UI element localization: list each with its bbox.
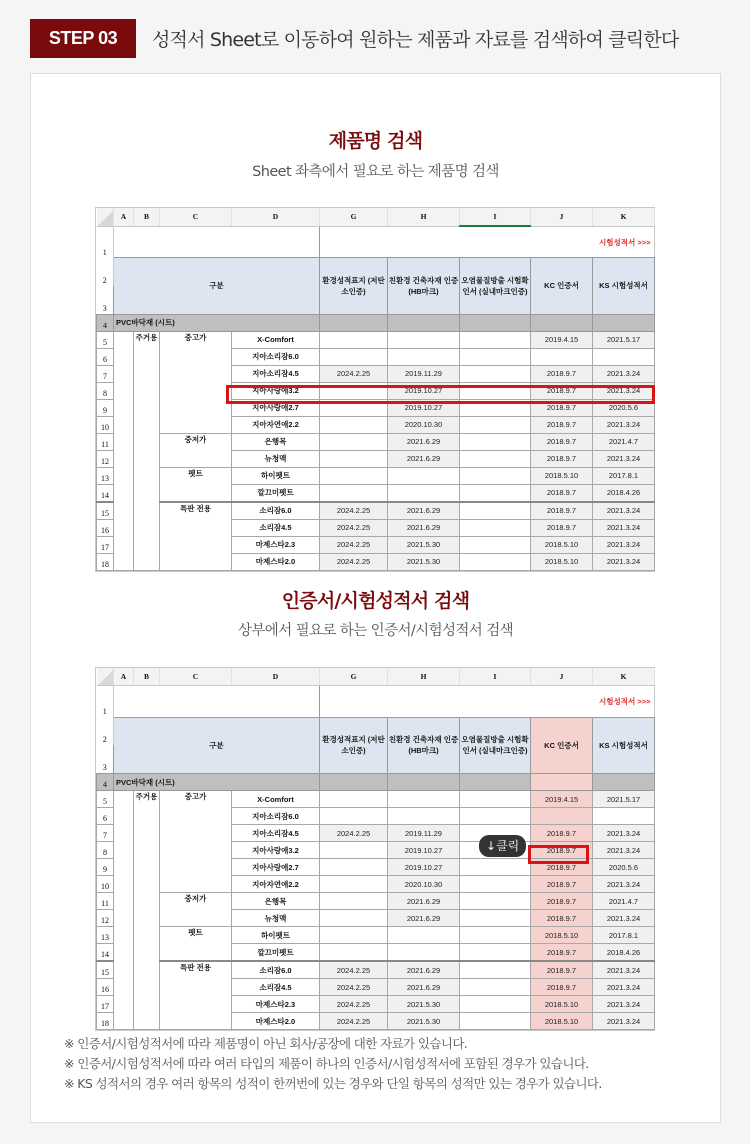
test-report-link[interactable]: 시험성적서 >>> <box>320 686 655 718</box>
cell-i <box>460 791 531 808</box>
price-group: 펫트 <box>160 467 232 502</box>
cell-j[interactable]: 2018.9.7 <box>531 893 593 910</box>
row-number[interactable]: 15 <box>97 502 114 520</box>
cell-h[interactable]: 2021.6.29 <box>388 893 460 910</box>
cell-g[interactable]: 2024.2.25 <box>320 553 388 570</box>
cell-j[interactable]: 2018.9.7 <box>531 842 593 859</box>
cell-j <box>531 808 593 825</box>
notes <box>64 1034 602 1094</box>
cell-g <box>320 927 388 944</box>
cell-k[interactable]: 2021.3.24 <box>593 979 655 996</box>
product-name-cell[interactable]: 지아자연애2.2 <box>232 416 320 433</box>
column-header-h[interactable]: H <box>388 668 460 686</box>
product-name-cell[interactable]: 마제스타2.3 <box>232 536 320 553</box>
column-header-a[interactable]: A <box>114 668 134 686</box>
column-header-b[interactable]: B <box>134 208 160 226</box>
row-number[interactable]: 14 <box>97 484 114 502</box>
cell-j[interactable]: 2018.9.7 <box>531 910 593 927</box>
cell-i <box>460 859 531 876</box>
row-number[interactable]: 6 <box>97 808 114 825</box>
row-number[interactable]: 4 <box>97 314 114 331</box>
product-name-cell[interactable]: 소리잠4.5 <box>232 519 320 536</box>
cell-i <box>460 433 531 450</box>
product-name-cell[interactable]: 마제스타2.3 <box>232 996 320 1013</box>
row-number[interactable]: 5 <box>97 791 114 808</box>
row-number[interactable]: 9 <box>97 859 114 876</box>
product-name-cell[interactable]: 하이펫트 <box>232 467 320 484</box>
section-title-product: 제품명 검색 <box>328 130 423 152</box>
cell-k[interactable]: 2021.3.24 <box>593 961 655 979</box>
cell-j[interactable]: 2018.9.7 <box>531 502 593 520</box>
cell-i <box>460 927 531 944</box>
cell-g <box>320 399 388 416</box>
cell-j[interactable]: 2018.5.10 <box>531 553 593 570</box>
cell-i <box>460 382 531 399</box>
product-name-cell[interactable]: X-Comfort <box>232 791 320 808</box>
row-number[interactable]: 3 <box>97 745 114 774</box>
cell-g[interactable]: 2024.2.25 <box>320 825 388 842</box>
column-header-d[interactable]: D <box>232 208 320 226</box>
product-name-cell[interactable]: 은행목 <box>232 893 320 910</box>
cell-g <box>320 859 388 876</box>
product-name-cell[interactable]: 지아사랑애2.7 <box>232 399 320 416</box>
cell-i <box>460 944 531 962</box>
category-residential: 주거용 <box>134 791 160 1030</box>
column-header-g[interactable]: G <box>320 668 388 686</box>
cell-g <box>320 484 388 502</box>
cell-k[interactable]: 2021.3.24 <box>593 519 655 536</box>
cell-k[interactable]: 2021.3.24 <box>593 996 655 1013</box>
cell-i <box>460 450 531 467</box>
product-name-cell[interactable]: 마제스타2.0 <box>232 553 320 570</box>
column-header-i[interactable]: I <box>460 668 531 686</box>
step-title: 성적서 Sheet로 이동하여 원하는 제품과 자료를 검색하여 클릭한다 <box>152 29 679 51</box>
spreadsheet-product-search <box>95 207 655 572</box>
cell-i <box>460 1013 531 1030</box>
cell-i <box>460 519 531 536</box>
note-1: ※ 인증서/시험성적서에 따라 제품명이 아닌 회사/공장에 대한 자료가 있습니다. <box>64 1036 468 1051</box>
section-row-label: PVC바닥재 (시트) <box>114 774 320 791</box>
section-subtitle-product: Sheet 좌측에서 필요로 하는 제품명 검색 <box>252 164 499 180</box>
cell-h[interactable]: 2021.6.29 <box>388 979 460 996</box>
header-hb-mark[interactable]: 친환경 건축자재 인증 (HB마크) <box>388 258 460 315</box>
section-row-label: PVC바닥재 (시트) <box>114 314 320 331</box>
cell-h[interactable]: 2019.10.27 <box>388 399 460 416</box>
row-number[interactable]: 12 <box>97 450 114 467</box>
cell-i <box>460 365 531 382</box>
column-header-a[interactable]: A <box>114 208 134 226</box>
price-group: 중저가 <box>160 433 232 467</box>
cell-k[interactable]: 2018.4.26 <box>593 484 655 502</box>
row-number[interactable]: 11 <box>97 433 114 450</box>
cell-i <box>460 467 531 484</box>
product-name-cell[interactable]: 지아소리잠6.0 <box>232 348 320 365</box>
price-group: 펫트 <box>160 927 232 962</box>
cell-h[interactable]: 2021.6.29 <box>388 519 460 536</box>
test-report-link[interactable]: 시험성적서 >>> <box>320 226 655 258</box>
row-number[interactable]: 8 <box>97 382 114 399</box>
cell-i <box>460 808 531 825</box>
cell-h <box>388 348 460 365</box>
cell-k[interactable]: 2021.3.24 <box>593 365 655 382</box>
header-kc-cert[interactable]: KC 인증서 <box>531 258 593 315</box>
cell-k[interactable]: 2017.8.1 <box>593 927 655 944</box>
product-name-cell[interactable]: 지아사랑애2.7 <box>232 859 320 876</box>
cell-g <box>320 876 388 893</box>
header-kc-cert[interactable]: KC 인증서 <box>531 717 593 774</box>
product-name-cell[interactable]: 소리잠6.0 <box>232 502 320 520</box>
cell-i <box>460 416 531 433</box>
cell-i <box>460 536 531 553</box>
cell-h <box>388 927 460 944</box>
cell-k[interactable]: 2017.8.1 <box>593 467 655 484</box>
product-name-cell[interactable]: 하이펫트 <box>232 927 320 944</box>
product-name-cell[interactable]: 깔끄미펫트 <box>232 484 320 502</box>
note-3: ※ KS 성적서의 경우 여러 항목의 성적이 한꺼번에 있는 경우와 단일 항목의 성적만 있는 경우가 있습니다. <box>64 1076 602 1091</box>
product-name-cell[interactable]: 지아소리잠6.0 <box>232 808 320 825</box>
row-number[interactable]: 17 <box>97 996 114 1013</box>
cell-h <box>388 791 460 808</box>
cell-k[interactable]: 2021.3.24 <box>593 382 655 399</box>
cell-g[interactable]: 2024.2.25 <box>320 979 388 996</box>
cell-h[interactable]: 2020.10.30 <box>388 416 460 433</box>
cell-j[interactable]: 2018.9.7 <box>531 519 593 536</box>
content-panel <box>30 73 721 1123</box>
column-header-i[interactable]: I <box>460 208 531 226</box>
cell-h[interactable]: 2021.6.29 <box>388 433 460 450</box>
cell-h[interactable]: 2020.10.30 <box>388 876 460 893</box>
row-number[interactable]: 16 <box>97 979 114 996</box>
cell-g <box>320 467 388 484</box>
cell-h[interactable]: 2021.5.30 <box>388 996 460 1013</box>
cell-j[interactable]: 2018.9.7 <box>531 433 593 450</box>
row-number[interactable]: 13 <box>97 927 114 944</box>
cell-j[interactable]: 2018.9.7 <box>531 859 593 876</box>
cell-h[interactable]: 2019.10.27 <box>388 842 460 859</box>
row-number[interactable]: 17 <box>97 536 114 553</box>
product-name-cell[interactable]: 깔끄미펫트 <box>232 944 320 962</box>
column-header-k[interactable]: K <box>593 208 655 226</box>
cell-g <box>320 893 388 910</box>
cell-h[interactable]: 2021.5.30 <box>388 1013 460 1030</box>
row-number[interactable]: 18 <box>97 553 114 570</box>
cell-j[interactable]: 2018.9.7 <box>531 416 593 433</box>
cell-k[interactable]: 2018.4.26 <box>593 944 655 962</box>
arrow-down-icon: ↓ <box>486 839 497 853</box>
column-header-b[interactable]: B <box>134 668 160 686</box>
price-group: 특판 전용 <box>160 961 232 1030</box>
cell-k[interactable]: 2021.5.17 <box>593 791 655 808</box>
product-name-cell[interactable]: 지아자연애2.2 <box>232 876 320 893</box>
price-group: 특판 전용 <box>160 502 232 571</box>
row-number[interactable]: 1 <box>97 686 114 718</box>
column-header-j[interactable]: J <box>531 208 593 226</box>
product-name-cell[interactable]: 뉴청맥 <box>232 450 320 467</box>
cell-k <box>593 348 655 365</box>
cell-h[interactable]: 2021.6.29 <box>388 450 460 467</box>
cell-h <box>388 331 460 348</box>
cell-h <box>388 467 460 484</box>
product-name-cell[interactable]: 은행목 <box>232 433 320 450</box>
cell-k[interactable]: 2021.3.24 <box>593 876 655 893</box>
cell-g[interactable]: 2024.2.25 <box>320 996 388 1013</box>
column-header-k[interactable]: K <box>593 668 655 686</box>
row-number[interactable]: 13 <box>97 467 114 484</box>
row-number[interactable]: 3 <box>97 286 114 315</box>
column-header-g[interactable]: G <box>320 208 388 226</box>
cell-j[interactable]: 2018.9.7 <box>531 979 593 996</box>
cell-j[interactable]: 2018.5.10 <box>531 536 593 553</box>
select-all-corner[interactable] <box>97 208 114 226</box>
cell-h[interactable]: 2021.6.29 <box>388 961 460 979</box>
tooltip-label: 클릭 <box>496 839 520 853</box>
column-header-d[interactable]: D <box>232 668 320 686</box>
header-ks-report[interactable]: KS 시험성적서 <box>593 717 655 774</box>
cell-j[interactable]: 2018.9.7 <box>531 450 593 467</box>
cell-i <box>460 399 531 416</box>
cell-h <box>388 484 460 502</box>
section-title-certificate: 인증서/시험성적서 검색 <box>281 590 470 612</box>
cell-k[interactable]: 2021.4.7 <box>593 893 655 910</box>
cell-k[interactable]: 2021.3.24 <box>593 502 655 520</box>
header-ks-report[interactable]: KS 시험성적서 <box>593 258 655 315</box>
product-name-cell[interactable]: 지아소리잠4.5 <box>232 825 320 842</box>
cell-j[interactable]: 2018.5.10 <box>531 927 593 944</box>
row-number[interactable]: 10 <box>97 416 114 433</box>
note-2: ※ 인증서/시험성적서에 따라 여러 타입의 제품이 하나의 인증서/시험성적서에 포함된 경우가 있습니다. <box>64 1056 589 1071</box>
row-number[interactable]: 7 <box>97 825 114 842</box>
cell-j[interactable]: 2018.9.7 <box>531 382 593 399</box>
row-number[interactable]: 15 <box>97 961 114 979</box>
header-emission-test[interactable]: 오염물질방출 시험확인서 (실내마크인증) <box>460 717 531 774</box>
product-name-cell[interactable]: 마제스타2.0 <box>232 1013 320 1030</box>
cell-g <box>320 348 388 365</box>
cell-g <box>320 791 388 808</box>
cell-g <box>320 433 388 450</box>
cell-j[interactable]: 2018.9.7 <box>531 825 593 842</box>
cell-i <box>460 893 531 910</box>
cell-i <box>460 502 531 520</box>
price-group: 중고가 <box>160 331 232 433</box>
cell-k[interactable]: 2021.3.24 <box>593 825 655 842</box>
cell-h[interactable]: 2019.10.27 <box>388 382 460 399</box>
cell-i <box>460 876 531 893</box>
cell-k[interactable]: 2021.3.24 <box>593 536 655 553</box>
product-name-cell[interactable]: 소리잠4.5 <box>232 979 320 996</box>
cell-i <box>460 979 531 996</box>
cell-i <box>460 996 531 1013</box>
header-env-label[interactable]: 환경성적표지 (저탄소인증) <box>320 258 388 315</box>
cell-h[interactable]: 2021.5.30 <box>388 536 460 553</box>
row-number[interactable]: 12 <box>97 910 114 927</box>
cell-j[interactable]: 2018.5.10 <box>531 467 593 484</box>
row-number[interactable]: 9 <box>97 399 114 416</box>
product-name-cell[interactable]: 지아사랑애3.2 <box>232 842 320 859</box>
cell-g <box>320 382 388 399</box>
product-name-cell[interactable]: X-Comfort <box>232 331 320 348</box>
cell-j[interactable]: 2018.9.7 <box>531 876 593 893</box>
cell-h <box>388 808 460 825</box>
product-name-cell[interactable]: 소리잠6.0 <box>232 961 320 979</box>
row-number[interactable]: 8 <box>97 842 114 859</box>
cell-i <box>460 331 531 348</box>
row-number[interactable]: 2 <box>97 717 114 745</box>
category-residential: 주거용 <box>134 331 160 570</box>
header-emission-test[interactable]: 오염물질방출 시험확인서 (실내마크인증) <box>460 258 531 315</box>
cell-j[interactable]: 2018.9.7 <box>531 365 593 382</box>
cell-i <box>460 961 531 979</box>
row-number[interactable]: 16 <box>97 519 114 536</box>
spreadsheet-certificate-search <box>95 667 655 1031</box>
cell-k[interactable]: 2021.5.17 <box>593 331 655 348</box>
row-number[interactable]: 4 <box>97 774 114 791</box>
column-header-h[interactable]: H <box>388 208 460 226</box>
column-header-j[interactable]: J <box>531 668 593 686</box>
price-group: 중저가 <box>160 893 232 927</box>
cell-j[interactable]: 2019.4.15 <box>531 331 593 348</box>
cell-i <box>460 484 531 502</box>
cell-h[interactable]: 2019.11.29 <box>388 365 460 382</box>
header-gubun: 구분 <box>114 717 320 774</box>
row-number[interactable]: 7 <box>97 365 114 382</box>
step-badge: STEP 03 <box>30 19 136 58</box>
cell-k[interactable]: 2021.4.7 <box>593 433 655 450</box>
cell-h[interactable]: 2019.10.27 <box>388 859 460 876</box>
cell-h[interactable]: 2019.11.29 <box>388 825 460 842</box>
cell-g[interactable]: 2024.2.25 <box>320 961 388 979</box>
cell-i <box>460 910 531 927</box>
cell-h[interactable]: 2021.6.29 <box>388 910 460 927</box>
cell-j[interactable]: 2018.9.7 <box>531 944 593 962</box>
header-hb-mark[interactable]: 친환경 건축자재 인증 (HB마크) <box>388 717 460 774</box>
header-gubun: 구분 <box>114 258 320 315</box>
cell-h <box>388 944 460 962</box>
cell-i <box>460 553 531 570</box>
cell-j[interactable]: 2018.5.10 <box>531 1013 593 1030</box>
cell-k[interactable]: 2021.3.24 <box>593 842 655 859</box>
section-subtitle-certificate: 상부에서 필요로 하는 인증서/시험성적서 검색 <box>237 623 514 639</box>
cell-j[interactable]: 2018.5.10 <box>531 996 593 1013</box>
cell-g[interactable]: 2024.2.25 <box>320 365 388 382</box>
row-number[interactable]: 5 <box>97 331 114 348</box>
cell-k <box>593 808 655 825</box>
cell-j[interactable]: 2019.4.15 <box>531 791 593 808</box>
cell-g[interactable]: 2024.2.25 <box>320 519 388 536</box>
row-number[interactable]: 1 <box>97 226 114 258</box>
cell-j <box>531 348 593 365</box>
cell-j[interactable]: 2018.9.7 <box>531 399 593 416</box>
cell-h[interactable]: 2021.6.29 <box>388 502 460 520</box>
row-number[interactable]: 10 <box>97 876 114 893</box>
cell-g[interactable]: 2024.2.25 <box>320 502 388 520</box>
cell-g <box>320 910 388 927</box>
row-number[interactable]: 2 <box>97 258 114 286</box>
cell-g <box>320 331 388 348</box>
cell-k[interactable]: 2021.3.24 <box>593 1013 655 1030</box>
cell-k[interactable]: 2021.3.24 <box>593 416 655 433</box>
cell-h[interactable]: 2021.5.30 <box>388 553 460 570</box>
cell-g <box>320 842 388 859</box>
cell-g[interactable]: 2024.2.25 <box>320 1013 388 1030</box>
select-all-corner[interactable] <box>97 668 114 686</box>
click-tooltip <box>479 835 526 857</box>
cell-k[interactable]: 2021.3.24 <box>593 553 655 570</box>
cell-g <box>320 416 388 433</box>
cell-k[interactable]: 2020.5.6 <box>593 859 655 876</box>
product-name-cell[interactable]: 지아사랑애3.2 <box>232 382 320 399</box>
cell-g <box>320 808 388 825</box>
cell-i <box>460 348 531 365</box>
cell-j[interactable]: 2018.9.7 <box>531 961 593 979</box>
step-header <box>30 19 678 58</box>
cell-j[interactable]: 2018.9.7 <box>531 484 593 502</box>
price-group: 중고가 <box>160 791 232 893</box>
header-env-label[interactable]: 환경성적표지 (저탄소인증) <box>320 717 388 774</box>
row-number[interactable]: 14 <box>97 944 114 962</box>
cell-g <box>320 450 388 467</box>
cell-k[interactable]: 2021.3.24 <box>593 910 655 927</box>
cell-g <box>320 944 388 962</box>
column-header-c[interactable]: C <box>160 668 232 686</box>
row-number[interactable]: 11 <box>97 893 114 910</box>
row-number[interactable]: 18 <box>97 1013 114 1030</box>
column-header-c[interactable]: C <box>160 208 232 226</box>
product-name-cell[interactable]: 뉴청맥 <box>232 910 320 927</box>
cell-k[interactable]: 2020.5.6 <box>593 399 655 416</box>
cell-g[interactable]: 2024.2.25 <box>320 536 388 553</box>
cell-k[interactable]: 2021.3.24 <box>593 450 655 467</box>
product-name-cell[interactable]: 지아소리잠4.5 <box>232 365 320 382</box>
row-number[interactable]: 6 <box>97 348 114 365</box>
